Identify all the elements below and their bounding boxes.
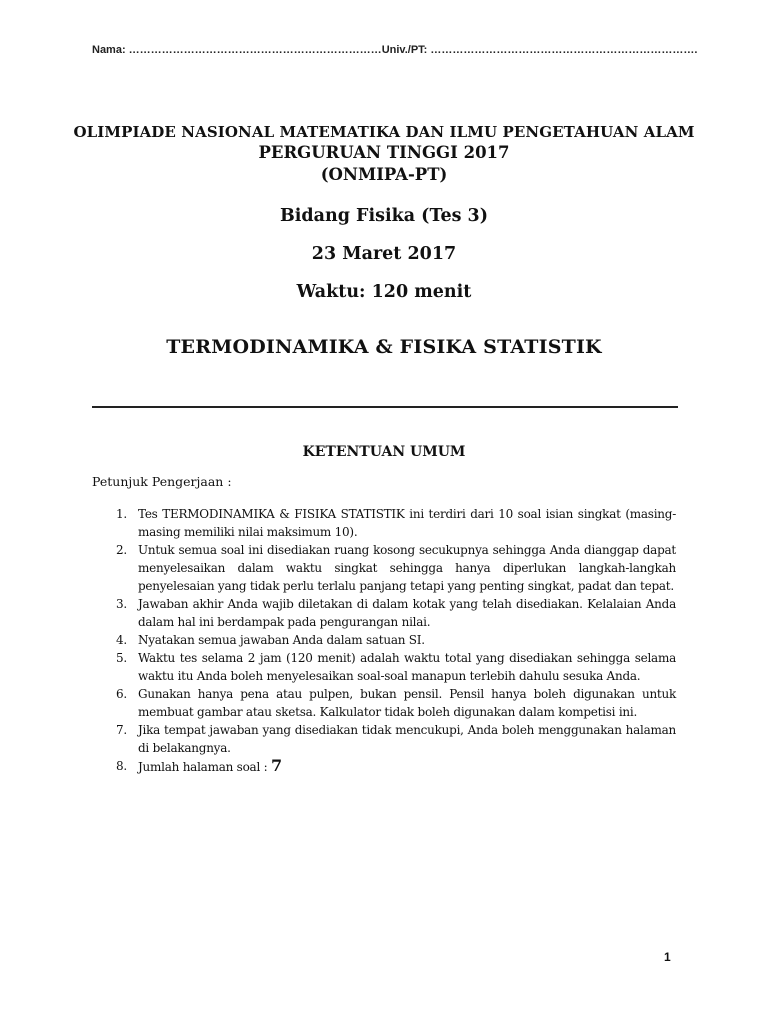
rule-number: 2. — [116, 543, 127, 557]
rule-text: Tes TERMODINAMIKA & FISIKA STATISTIK ini terdiri dari 10 soal isian singkat (masing-masing memiliki nilai maksimum 10). — [138, 507, 676, 539]
rule-text: Waktu tes selama 2 jam (120 menit) adalah waktu total yang disediakan sehingga selama waktu itu Anda boleh menyelesaikan soal-soal manapun terlebih dahulu sesuka Anda. — [138, 651, 676, 683]
rule-item — [92, 649, 676, 685]
exam-date: 23 Maret 2017 — [311, 244, 457, 264]
rule-text — [138, 757, 676, 776]
university-field: Univ./PT: ………………………………………………………………. — [381, 44, 698, 56]
rule-number: 8. — [116, 759, 127, 773]
instructions-label: Petunjuk Pengerjaan : — [92, 474, 232, 489]
exam-subject: Bidang Fisika (Tes 3) — [279, 206, 489, 226]
rule-number: 7. — [116, 723, 127, 737]
title-line-1: OLIMPIADE NASIONAL MATEMATIKA DAN ILMU PENGETAHUAN ALAM — [73, 123, 695, 141]
participant-header — [92, 44, 698, 56]
rule-text: Jika tempat jawaban yang disediakan tidak mencukupi, Anda boleh menggunakan halaman di belakangnya. — [138, 723, 676, 755]
rule-item — [92, 721, 676, 757]
section-title: KETENTUAN UMUM — [302, 444, 466, 460]
rules-list — [92, 505, 676, 776]
page-count-label: Jumlah halaman soal : — [138, 760, 271, 774]
rule-text: Nyatakan semua jawaban Anda dalam satuan SI. — [138, 633, 425, 647]
name-field: Nama: …………………………………………………………… — [92, 44, 382, 56]
page-count-value: 7 — [270, 756, 282, 775]
rule-text: Untuk semua soal ini disediakan ruang kosong secukupnya sehingga Anda dianggap dapat menyelesaikan dalam waktu singkat sehingga hanya diperlukan langkah-langkah penyelesaian yang tidak perlu terlalu panjang tetapi yang penting singkat, padat dan tepat. — [138, 543, 676, 593]
rule-item-page-count — [92, 757, 676, 776]
rule-number: 3. — [116, 597, 127, 611]
title-line-2: PERGURUAN TINGGI 2017 — [258, 143, 510, 162]
rule-number: 1. — [116, 507, 127, 521]
rule-item — [92, 541, 676, 595]
rule-item — [92, 685, 676, 721]
rule-text: Jawaban akhir Anda wajib diletakan di dalam kotak yang telah disediakan. Kelalaian Anda dalam hal ini berdampak pada pengurangan nilai. — [138, 597, 676, 629]
page-number: 1 — [664, 950, 671, 964]
rule-item — [92, 595, 676, 631]
rule-item — [92, 505, 676, 541]
rule-text: Gunakan hanya pena atau pulpen, bukan pensil. Pensil hanya boleh digunakan untuk membuat gambar atau sketsa. Kalkulator tidak boleh digunakan dalam kompetisi ini. — [138, 687, 676, 719]
rule-item — [92, 631, 676, 649]
rule-number: 6. — [116, 687, 127, 701]
rule-number: 5. — [116, 651, 127, 665]
rule-number: 4. — [116, 633, 127, 647]
title-line-3: (ONMIPA-PT) — [320, 165, 448, 184]
exam-topic: TERMODINAMIKA & FISIKA STATISTIK — [166, 336, 602, 358]
horizontal-divider — [92, 406, 678, 408]
exam-duration: Waktu: 120 menit — [296, 282, 472, 302]
exam-title — [0, 122, 768, 186]
